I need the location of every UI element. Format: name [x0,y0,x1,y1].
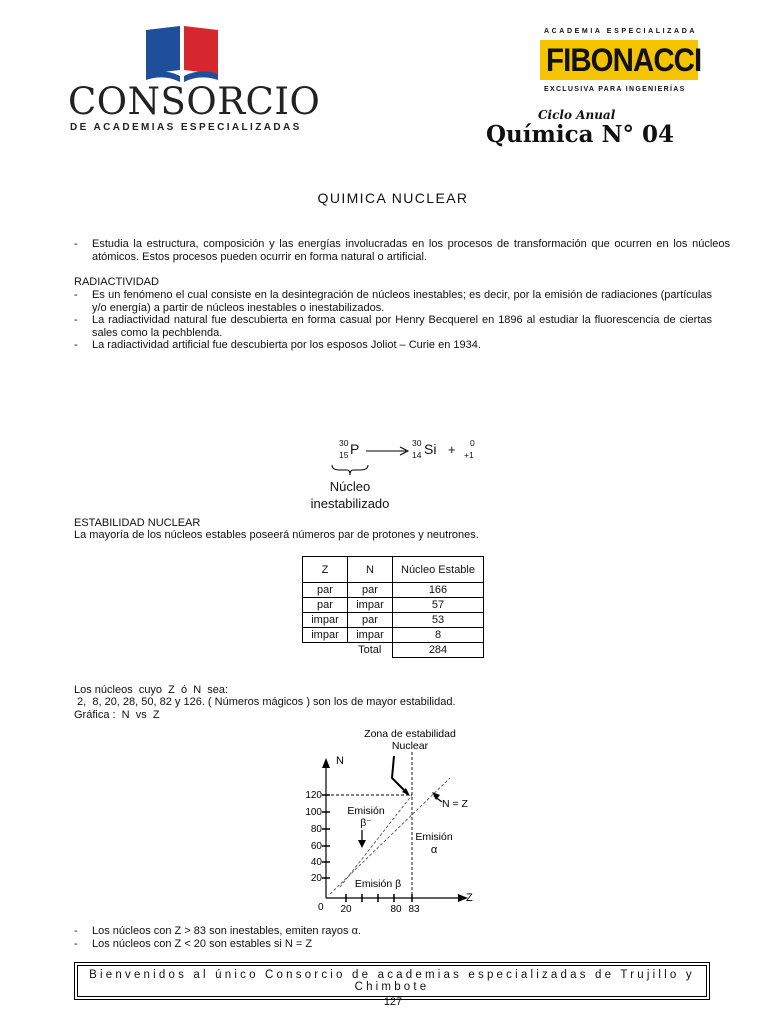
page-title: QUIMICA NUCLEAR [317,190,469,206]
x-tick: 20 [340,904,352,915]
consorcio-name: CONSORCIO [68,80,321,123]
nz-label: N = Z [442,798,468,810]
table-row [303,628,484,643]
y-tick: 60 [310,841,322,852]
table-cell: impar [303,628,348,643]
magic-line1: Los núcleos cuyo Z ó N sea: [74,684,229,696]
zone-pointer [392,756,408,794]
notes-list [74,925,712,950]
fibonacci-logo [540,26,700,98]
table-cell: impar [348,598,393,613]
stability-table [302,556,484,658]
list-item: - La radiactividad artificial fue descubierta por los esposos Joliot – Curie en 1934. [74,339,712,352]
table-cell: par [348,613,393,628]
nucleus-label [290,478,410,512]
origin-label: 0 [318,902,324,913]
table-cell: impar [303,613,348,628]
p-symbol: P [350,441,360,457]
magic-line3: Gráfica : N vs Z [74,709,160,721]
table-row [303,613,484,628]
table-cell: impar [348,628,393,643]
table-cell: 8 [393,628,484,643]
nucleus-label-line1: Núcleo [329,479,371,494]
p-mass: 30 [339,438,349,448]
header-n: N [348,557,393,583]
beta-minus-label-1: Emisión [347,805,385,817]
footer-text: Bienvenidos al único Consorcio de academias especializadas de Trujillo y Chimbote [77,965,707,997]
radioactivity-heading: RADIACTIVIDAD [74,276,159,288]
reaction-arrow-icon [366,446,410,456]
total-label: Total [348,643,393,658]
y-axis-arrow-icon [322,758,330,768]
y-tick: 100 [305,807,322,818]
y-tick: 80 [310,824,322,835]
table-row [303,583,484,598]
intro-paragraph: - Estudia la estructura, composición y las energías involucradas en los procesos de transformación que ocurren en los núcleos atómicos. Estos procesos pueden ocurrir en forma natural o artificial. [74,238,730,263]
consorcio-subtitle: DE ACADEMIAS ESPECIALIZADAS [70,122,302,133]
p-atomic-number: 15 [339,450,349,460]
header-stable: Núcleo Estable [393,557,484,583]
magic-line2: 2, 8, 20, 28, 50, 82 y 126. ( Números mágicos ) son los de mayor estabilidad. [74,696,456,708]
x-tick: 80 [390,904,402,915]
nucleus-label-line2: inestabilizado [310,496,390,511]
si-symbol: Si [424,441,437,457]
y-tick: 40 [310,857,322,868]
consorcio-logo [66,20,321,138]
x-axis-label: Z [466,892,473,904]
list-item: - Los núcleos con Z < 20 son estables si N = Z [74,938,712,951]
fibonacci-top: ACADEMIA ESPECIALIZADA [544,28,697,35]
si-atomic-number: 14 [412,450,422,460]
table-row [303,598,484,613]
cycle-label: Ciclo Anual [538,108,616,122]
zone-label-2: Nuclear [391,740,429,752]
table-cell: 57 [393,598,484,613]
brace-icon [330,464,370,476]
list-item: - Es un fenómeno el cual consiste en la desintegración de núcleos inestables; es decir, por la emisión de radiaciones (partículas y/o energía) a partir de núcleos inestables o inestabilizados. [74,289,712,314]
si-mass: 30 [412,438,422,448]
list-item: - Los núcleos con Z > 83 son inestables, emiten rayos α. [74,925,712,938]
table-cell: par [303,598,348,613]
positron-charge: +1 [464,450,474,460]
list-item: - La radiactividad natural fue descubierta en forma casual por Henry Becquerel en 1896 al estudiar la fluorescencia de ciertas sales como la pechblenda. [74,314,712,339]
alpha-label-2: α [430,844,438,856]
y-tick: 120 [305,790,322,801]
positron-mass: 0 [470,438,475,448]
y-tick: 20 [310,873,322,884]
table-cell: par [303,583,348,598]
table-cell: 166 [393,583,484,598]
fibonacci-name: FIBONACCI [546,42,702,78]
header-z: Z [303,557,348,583]
zone-label-1: Zona de estabilidad [364,728,456,740]
stability-graph [290,722,490,920]
radioactivity-list [74,289,712,352]
table-cell: par [348,583,393,598]
total-value: 284 [393,643,484,658]
book-icon [144,24,220,82]
table-total-row [303,643,484,658]
alpha-label-1: Emisión [415,831,453,843]
page-number: 127 [383,996,403,1008]
fibonacci-bottom: EXCLUSIVA PARA INGENIERÍAS [544,86,686,93]
x-tick: 83 [408,904,420,915]
beta-arrow-icon [358,840,366,848]
beta-minus-label-2: β⁻ [360,817,372,829]
beta-label: Emisión β [354,878,402,890]
stability-text: La mayoría de los núcleos estables poseerá números par de protones y neutrones. [74,529,479,541]
table-cell: 53 [393,613,484,628]
subject-title: Química N° 04 [486,121,675,148]
footer-banner [74,962,710,1000]
y-axis-label: N [336,755,344,767]
plus-sign: + [448,442,456,457]
stability-heading: ESTABILIDAD NUCLEAR [74,517,201,529]
table-header-row [303,557,484,583]
